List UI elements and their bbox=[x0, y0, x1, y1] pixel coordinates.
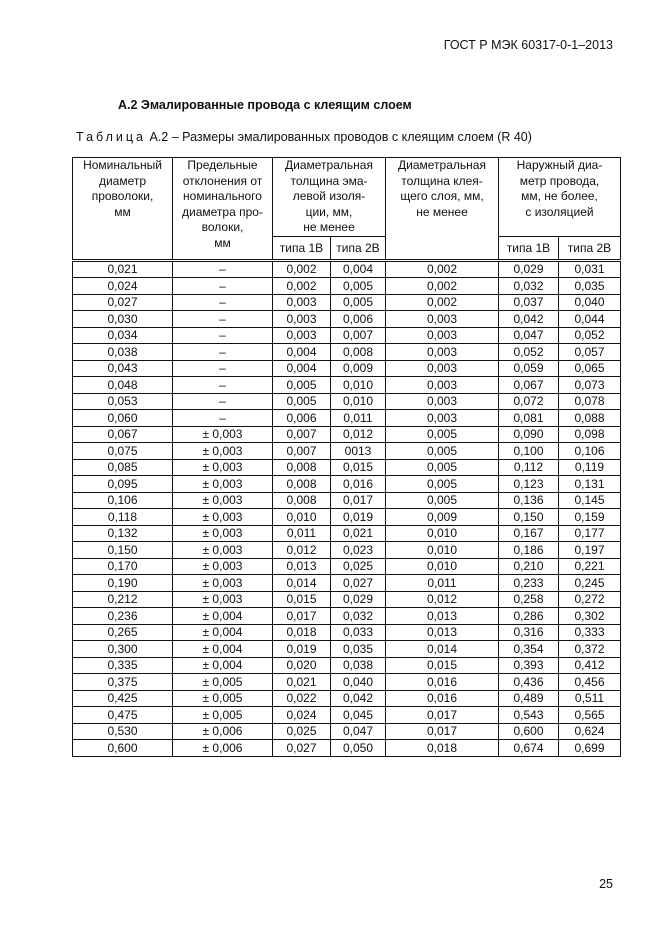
cell-enamel-1b: 0,007 bbox=[273, 443, 331, 460]
cell-outer-1b: 0,100 bbox=[499, 443, 559, 460]
cell-outer-1b: 0,059 bbox=[499, 360, 559, 377]
cell-outer-2b: 0,119 bbox=[559, 459, 621, 476]
cell-tolerance: ± 0,003 bbox=[173, 476, 273, 493]
cell-enamel-2b: 0,042 bbox=[331, 690, 386, 707]
table-row bbox=[73, 690, 621, 707]
cell-tolerance: ± 0,004 bbox=[173, 624, 273, 641]
cell-enamel-2b: 0,047 bbox=[331, 723, 386, 740]
cell-outer-2b: 0,088 bbox=[559, 410, 621, 427]
cell-nominal-diameter: 0,265 bbox=[73, 624, 173, 641]
cell-nominal-diameter: 0,132 bbox=[73, 525, 173, 542]
table-row bbox=[73, 294, 621, 311]
cell-enamel-1b: 0,002 bbox=[273, 260, 331, 278]
cell-outer-2b: 0,040 bbox=[559, 294, 621, 311]
cell-enamel-1b: 0,010 bbox=[273, 509, 331, 526]
cell-adhesive: 0,005 bbox=[386, 476, 499, 493]
cell-outer-2b: 0,511 bbox=[559, 690, 621, 707]
cell-outer-1b: 0,123 bbox=[499, 476, 559, 493]
header-line: номинального bbox=[183, 189, 262, 203]
cell-outer-2b: 0,177 bbox=[559, 525, 621, 542]
cell-tolerance: ± 0,003 bbox=[173, 542, 273, 559]
cell-outer-1b: 0,072 bbox=[499, 393, 559, 410]
section-title: А.2 Эмалированные провода с клеящим слоем bbox=[118, 98, 412, 112]
cell-enamel-2b: 0,006 bbox=[331, 311, 386, 328]
table-caption bbox=[76, 130, 532, 144]
table-row bbox=[73, 278, 621, 295]
cell-enamel-2b: 0,016 bbox=[331, 476, 386, 493]
header-line: Диаметральная bbox=[285, 158, 373, 172]
cell-outer-2b: 0,052 bbox=[559, 327, 621, 344]
cell-nominal-diameter: 0,043 bbox=[73, 360, 173, 377]
cell-enamel-1b: 0,008 bbox=[273, 476, 331, 493]
cell-enamel-2b: 0013 bbox=[331, 443, 386, 460]
header-line: толщина эма- bbox=[290, 173, 368, 188]
cell-adhesive: 0,010 bbox=[386, 525, 499, 542]
cell-outer-2b: 0,624 bbox=[559, 723, 621, 740]
table-row bbox=[73, 443, 621, 460]
cell-outer-1b: 0,210 bbox=[499, 558, 559, 575]
cell-nominal-diameter: 0,038 bbox=[73, 344, 173, 361]
table-row bbox=[73, 260, 621, 278]
header-line: отклонения от bbox=[182, 173, 263, 188]
table-row bbox=[73, 344, 621, 361]
header-line: с изоляцией bbox=[525, 204, 594, 219]
cell-outer-1b: 0,286 bbox=[499, 608, 559, 625]
cell-nominal-diameter: 0,425 bbox=[73, 690, 173, 707]
cell-outer-1b: 0,186 bbox=[499, 542, 559, 559]
cell-enamel-2b: 0,029 bbox=[331, 591, 386, 608]
cell-nominal-diameter: 0,053 bbox=[73, 393, 173, 410]
cell-outer-2b: 0,078 bbox=[559, 393, 621, 410]
cell-tolerance: – bbox=[173, 278, 273, 295]
cell-outer-2b: 0,565 bbox=[559, 707, 621, 724]
cell-enamel-2b: 0,005 bbox=[331, 294, 386, 311]
cell-tolerance: ± 0,003 bbox=[173, 575, 273, 592]
cell-adhesive: 0,003 bbox=[386, 393, 499, 410]
header-adhesive-thickness bbox=[386, 158, 499, 261]
cell-tolerance: ± 0,003 bbox=[173, 591, 273, 608]
cell-enamel-2b: 0,010 bbox=[331, 377, 386, 394]
cell-nominal-diameter: 0,335 bbox=[73, 657, 173, 674]
header-line: проволоки, bbox=[91, 189, 154, 203]
cell-adhesive: 0,003 bbox=[386, 410, 499, 427]
cell-enamel-2b: 0,011 bbox=[331, 410, 386, 427]
cell-outer-2b: 0,031 bbox=[559, 260, 621, 278]
cell-outer-1b: 0,029 bbox=[499, 260, 559, 278]
cell-outer-1b: 0,316 bbox=[499, 624, 559, 641]
cell-nominal-diameter: 0,375 bbox=[73, 674, 173, 691]
table-row bbox=[73, 492, 621, 509]
header-line: волоки, bbox=[201, 220, 244, 234]
cell-enamel-2b: 0,040 bbox=[331, 674, 386, 691]
header-enamel-thickness bbox=[273, 158, 386, 237]
cell-adhesive: 0,003 bbox=[386, 377, 499, 394]
cell-adhesive: 0,017 bbox=[386, 723, 499, 740]
cell-enamel-1b: 0,004 bbox=[273, 344, 331, 361]
cell-enamel-1b: 0,012 bbox=[273, 542, 331, 559]
cell-outer-1b: 0,042 bbox=[499, 311, 559, 328]
cell-adhesive: 0,009 bbox=[386, 509, 499, 526]
cell-outer-1b: 0,136 bbox=[499, 492, 559, 509]
table-caption-text: А.2 – Размеры эмалированных проводов с клеящим слоем (R 40) bbox=[149, 130, 532, 144]
cell-enamel-1b: 0,011 bbox=[273, 525, 331, 542]
header-line: не менее bbox=[416, 204, 468, 219]
cell-tolerance: – bbox=[173, 294, 273, 311]
cell-outer-1b: 0,112 bbox=[499, 459, 559, 476]
cell-tolerance: ± 0,004 bbox=[173, 608, 273, 625]
cell-enamel-1b: 0,005 bbox=[273, 377, 331, 394]
cell-adhesive: 0,014 bbox=[386, 641, 499, 658]
cell-adhesive: 0,005 bbox=[386, 426, 499, 443]
cell-adhesive: 0,017 bbox=[386, 707, 499, 724]
cell-outer-2b: 0,159 bbox=[559, 509, 621, 526]
cell-enamel-2b: 0,032 bbox=[331, 608, 386, 625]
cell-outer-2b: 0,302 bbox=[559, 608, 621, 625]
table-row bbox=[73, 558, 621, 575]
cell-nominal-diameter: 0,030 bbox=[73, 311, 173, 328]
cell-enamel-2b: 0,050 bbox=[331, 740, 386, 757]
cell-outer-2b: 0,272 bbox=[559, 591, 621, 608]
cell-enamel-1b: 0,008 bbox=[273, 459, 331, 476]
cell-outer-1b: 0,081 bbox=[499, 410, 559, 427]
cell-enamel-2b: 0,010 bbox=[331, 393, 386, 410]
cell-outer-1b: 0,543 bbox=[499, 707, 559, 724]
cell-enamel-1b: 0,024 bbox=[273, 707, 331, 724]
cell-enamel-1b: 0,003 bbox=[273, 294, 331, 311]
cell-adhesive: 0,013 bbox=[386, 624, 499, 641]
cell-outer-2b: 0,131 bbox=[559, 476, 621, 493]
table-row bbox=[73, 476, 621, 493]
cell-nominal-diameter: 0,085 bbox=[73, 459, 173, 476]
cell-adhesive: 0,016 bbox=[386, 690, 499, 707]
cell-outer-2b: 0,035 bbox=[559, 278, 621, 295]
cell-adhesive: 0,010 bbox=[386, 542, 499, 559]
header-line: левой изоля- bbox=[292, 189, 366, 203]
header-nominal-diameter bbox=[73, 158, 173, 261]
cell-tolerance: – bbox=[173, 410, 273, 427]
cell-outer-1b: 0,674 bbox=[499, 740, 559, 757]
table-row bbox=[73, 327, 621, 344]
cell-outer-1b: 0,047 bbox=[499, 327, 559, 344]
cell-outer-2b: 0,412 bbox=[559, 657, 621, 674]
cell-adhesive: 0,016 bbox=[386, 674, 499, 691]
table-row bbox=[73, 707, 621, 724]
cell-enamel-1b: 0,018 bbox=[273, 624, 331, 641]
cell-tolerance: ± 0,005 bbox=[173, 707, 273, 724]
table-row bbox=[73, 542, 621, 559]
cell-adhesive: 0,003 bbox=[386, 360, 499, 377]
cell-enamel-2b: 0,027 bbox=[331, 575, 386, 592]
cell-outer-1b: 0,354 bbox=[499, 641, 559, 658]
header-line: Диаметральная bbox=[398, 158, 486, 172]
cell-enamel-2b: 0,004 bbox=[331, 260, 386, 278]
cell-outer-1b: 0,032 bbox=[499, 278, 559, 295]
header-line: Номинальный bbox=[83, 158, 162, 172]
cell-tolerance: ± 0,003 bbox=[173, 525, 273, 542]
cell-enamel-2b: 0,045 bbox=[331, 707, 386, 724]
cell-enamel-1b: 0,003 bbox=[273, 327, 331, 344]
header-line: диаметр bbox=[98, 173, 147, 188]
cell-adhesive: 0,002 bbox=[386, 278, 499, 295]
cell-enamel-2b: 0,023 bbox=[331, 542, 386, 559]
cell-tolerance: – bbox=[173, 311, 273, 328]
header-outer-diameter bbox=[499, 158, 621, 237]
cell-outer-2b: 0,073 bbox=[559, 377, 621, 394]
cell-adhesive: 0,003 bbox=[386, 311, 499, 328]
wire-dimensions-table bbox=[72, 157, 621, 757]
cell-enamel-1b: 0,025 bbox=[273, 723, 331, 740]
cell-tolerance: – bbox=[173, 377, 273, 394]
cell-outer-1b: 0,052 bbox=[499, 344, 559, 361]
table-row bbox=[73, 608, 621, 625]
header-line: мм bbox=[214, 235, 231, 250]
cell-enamel-1b: 0,019 bbox=[273, 641, 331, 658]
table-row bbox=[73, 657, 621, 674]
cell-enamel-1b: 0,003 bbox=[273, 311, 331, 328]
cell-tolerance: ± 0,003 bbox=[173, 509, 273, 526]
cell-outer-2b: 0,098 bbox=[559, 426, 621, 443]
cell-enamel-2b: 0,019 bbox=[331, 509, 386, 526]
cell-tolerance: ± 0,003 bbox=[173, 426, 273, 443]
table-caption-label: Таблица bbox=[76, 130, 147, 144]
header-enamel-type-2b: типа 2В bbox=[331, 236, 386, 260]
cell-enamel-1b: 0,013 bbox=[273, 558, 331, 575]
cell-outer-1b: 0,393 bbox=[499, 657, 559, 674]
cell-tolerance: ± 0,005 bbox=[173, 674, 273, 691]
cell-adhesive: 0,005 bbox=[386, 492, 499, 509]
cell-nominal-diameter: 0,300 bbox=[73, 641, 173, 658]
header-line: щего слоя, мм, bbox=[400, 189, 484, 203]
cell-enamel-1b: 0,014 bbox=[273, 575, 331, 592]
cell-enamel-2b: 0,008 bbox=[331, 344, 386, 361]
table-row bbox=[73, 525, 621, 542]
cell-adhesive: 0,018 bbox=[386, 740, 499, 757]
cell-enamel-2b: 0,033 bbox=[331, 624, 386, 641]
header-line: диаметра про- bbox=[182, 204, 263, 219]
header-tolerance bbox=[173, 158, 273, 261]
table-row bbox=[73, 509, 621, 526]
cell-outer-1b: 0,037 bbox=[499, 294, 559, 311]
table-row bbox=[73, 393, 621, 410]
cell-outer-1b: 0,489 bbox=[499, 690, 559, 707]
cell-enamel-1b: 0,008 bbox=[273, 492, 331, 509]
header-line: Наружный диа- bbox=[516, 158, 603, 172]
table-row bbox=[73, 575, 621, 592]
cell-nominal-diameter: 0,027 bbox=[73, 294, 173, 311]
cell-enamel-1b: 0,021 bbox=[273, 674, 331, 691]
cell-enamel-2b: 0,038 bbox=[331, 657, 386, 674]
cell-enamel-1b: 0,020 bbox=[273, 657, 331, 674]
header-line: метр провода, bbox=[519, 173, 600, 188]
cell-nominal-diameter: 0,048 bbox=[73, 377, 173, 394]
cell-nominal-diameter: 0,021 bbox=[73, 260, 173, 278]
table-row bbox=[73, 674, 621, 691]
cell-enamel-1b: 0,022 bbox=[273, 690, 331, 707]
document-code: ГОСТ Р МЭК 60317-0-1–2013 bbox=[443, 38, 613, 52]
cell-nominal-diameter: 0,600 bbox=[73, 740, 173, 757]
cell-tolerance: – bbox=[173, 393, 273, 410]
table-row bbox=[73, 311, 621, 328]
cell-tolerance: – bbox=[173, 360, 273, 377]
cell-outer-2b: 0,197 bbox=[559, 542, 621, 559]
cell-adhesive: 0,002 bbox=[386, 260, 499, 278]
table-row bbox=[73, 377, 621, 394]
cell-adhesive: 0,005 bbox=[386, 443, 499, 460]
cell-nominal-diameter: 0,170 bbox=[73, 558, 173, 575]
cell-enamel-1b: 0,017 bbox=[273, 608, 331, 625]
cell-enamel-1b: 0,006 bbox=[273, 410, 331, 427]
cell-nominal-diameter: 0,475 bbox=[73, 707, 173, 724]
cell-nominal-diameter: 0,067 bbox=[73, 426, 173, 443]
cell-outer-2b: 0,057 bbox=[559, 344, 621, 361]
cell-tolerance: – bbox=[173, 344, 273, 361]
cell-enamel-2b: 0,021 bbox=[331, 525, 386, 542]
page-number: 25 bbox=[599, 877, 613, 891]
cell-outer-1b: 0,150 bbox=[499, 509, 559, 526]
cell-nominal-diameter: 0,190 bbox=[73, 575, 173, 592]
cell-tolerance: ± 0,006 bbox=[173, 723, 273, 740]
cell-enamel-2b: 0,015 bbox=[331, 459, 386, 476]
cell-outer-2b: 0,065 bbox=[559, 360, 621, 377]
cell-tolerance: ± 0,003 bbox=[173, 492, 273, 509]
cell-enamel-1b: 0,004 bbox=[273, 360, 331, 377]
table-row bbox=[73, 410, 621, 427]
cell-outer-1b: 0,067 bbox=[499, 377, 559, 394]
header-line: ции, мм, bbox=[305, 204, 353, 219]
cell-outer-2b: 0,044 bbox=[559, 311, 621, 328]
cell-outer-1b: 0,090 bbox=[499, 426, 559, 443]
cell-nominal-diameter: 0,212 bbox=[73, 591, 173, 608]
cell-outer-2b: 0,372 bbox=[559, 641, 621, 658]
cell-tolerance: ± 0,004 bbox=[173, 641, 273, 658]
cell-tolerance: ± 0,004 bbox=[173, 657, 273, 674]
table-row bbox=[73, 624, 621, 641]
table-row bbox=[73, 459, 621, 476]
cell-tolerance: ± 0,003 bbox=[173, 558, 273, 575]
cell-tolerance: ± 0,005 bbox=[173, 690, 273, 707]
cell-adhesive: 0,013 bbox=[386, 608, 499, 625]
header-line: мм, не более, bbox=[521, 189, 598, 203]
cell-tolerance: ± 0,006 bbox=[173, 740, 273, 757]
cell-outer-1b: 0,436 bbox=[499, 674, 559, 691]
header-outer-type-1b: типа 1В bbox=[499, 236, 559, 260]
cell-enamel-1b: 0,027 bbox=[273, 740, 331, 757]
cell-adhesive: 0,015 bbox=[386, 657, 499, 674]
cell-nominal-diameter: 0,530 bbox=[73, 723, 173, 740]
table-row bbox=[73, 723, 621, 740]
cell-nominal-diameter: 0,236 bbox=[73, 608, 173, 625]
cell-enamel-2b: 0,035 bbox=[331, 641, 386, 658]
cell-outer-2b: 0,456 bbox=[559, 674, 621, 691]
cell-enamel-1b: 0,002 bbox=[273, 278, 331, 295]
table-body bbox=[73, 260, 621, 756]
cell-enamel-1b: 0,005 bbox=[273, 393, 331, 410]
cell-outer-2b: 0,245 bbox=[559, 575, 621, 592]
header-enamel-type-1b: типа 1В bbox=[273, 236, 331, 260]
cell-enamel-1b: 0,007 bbox=[273, 426, 331, 443]
table-row bbox=[73, 591, 621, 608]
cell-nominal-diameter: 0,106 bbox=[73, 492, 173, 509]
header-line: мм bbox=[114, 204, 131, 219]
cell-outer-2b: 0,699 bbox=[559, 740, 621, 757]
cell-enamel-2b: 0,012 bbox=[331, 426, 386, 443]
cell-tolerance: – bbox=[173, 260, 273, 278]
cell-adhesive: 0,002 bbox=[386, 294, 499, 311]
cell-adhesive: 0,005 bbox=[386, 459, 499, 476]
cell-nominal-diameter: 0,075 bbox=[73, 443, 173, 460]
cell-enamel-2b: 0,007 bbox=[331, 327, 386, 344]
cell-nominal-diameter: 0,150 bbox=[73, 542, 173, 559]
cell-tolerance: – bbox=[173, 327, 273, 344]
cell-outer-2b: 0,106 bbox=[559, 443, 621, 460]
cell-enamel-1b: 0,015 bbox=[273, 591, 331, 608]
cell-nominal-diameter: 0,118 bbox=[73, 509, 173, 526]
header-line: не менее bbox=[303, 220, 355, 234]
table-row bbox=[73, 360, 621, 377]
cell-adhesive: 0,011 bbox=[386, 575, 499, 592]
cell-adhesive: 0,003 bbox=[386, 327, 499, 344]
table-row bbox=[73, 740, 621, 757]
cell-enamel-2b: 0,009 bbox=[331, 360, 386, 377]
cell-adhesive: 0,003 bbox=[386, 344, 499, 361]
cell-nominal-diameter: 0,095 bbox=[73, 476, 173, 493]
cell-outer-2b: 0,145 bbox=[559, 492, 621, 509]
cell-outer-1b: 0,167 bbox=[499, 525, 559, 542]
cell-tolerance: ± 0,003 bbox=[173, 443, 273, 460]
cell-outer-2b: 0,221 bbox=[559, 558, 621, 575]
cell-adhesive: 0,010 bbox=[386, 558, 499, 575]
cell-outer-1b: 0,233 bbox=[499, 575, 559, 592]
table-row bbox=[73, 426, 621, 443]
cell-outer-1b: 0,258 bbox=[499, 591, 559, 608]
cell-enamel-2b: 0,017 bbox=[331, 492, 386, 509]
cell-nominal-diameter: 0,034 bbox=[73, 327, 173, 344]
cell-enamel-2b: 0,025 bbox=[331, 558, 386, 575]
header-line: толщина клея- bbox=[401, 173, 483, 188]
cell-outer-2b: 0,333 bbox=[559, 624, 621, 641]
table-row bbox=[73, 641, 621, 658]
cell-enamel-2b: 0,005 bbox=[331, 278, 386, 295]
cell-nominal-diameter: 0,060 bbox=[73, 410, 173, 427]
cell-adhesive: 0,012 bbox=[386, 591, 499, 608]
header-line: Предельные bbox=[187, 158, 258, 172]
cell-nominal-diameter: 0,024 bbox=[73, 278, 173, 295]
cell-outer-1b: 0,600 bbox=[499, 723, 559, 740]
cell-tolerance: ± 0,003 bbox=[173, 459, 273, 476]
header-outer-type-2b: типа 2В bbox=[559, 236, 621, 260]
table-header-row bbox=[73, 158, 621, 237]
